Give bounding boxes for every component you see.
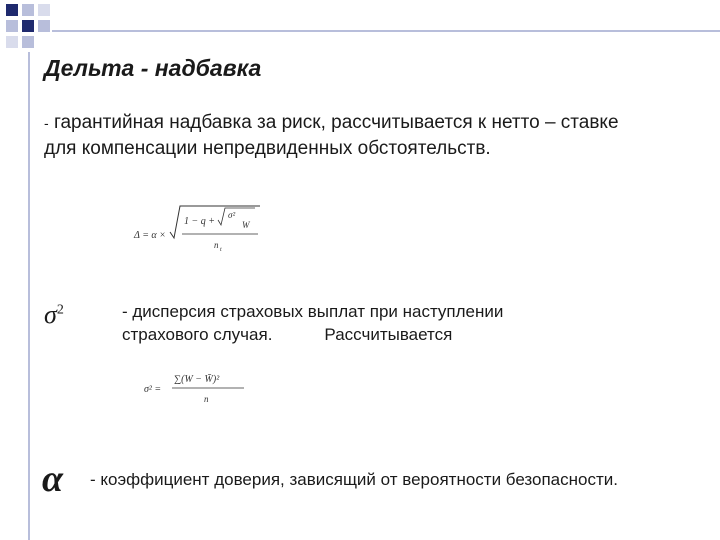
coefficient-description: - коэффициент доверия, зависящий от вероятности безопасности. (90, 470, 618, 489)
dispersion-description (122, 300, 622, 346)
corner-square (6, 20, 18, 32)
top-rule (52, 30, 720, 32)
delta-formula-sigma: σ² (228, 210, 236, 220)
dispersion-line-1: - дисперсия страховых выплат при наступлении (122, 302, 504, 321)
delta-formula (130, 198, 270, 262)
intro-text: гарантийная надбавка за риск, рассчитывается к нетто – ставке для компенсации непредвиденных обстоятельств. (44, 112, 619, 159)
corner-square (38, 4, 50, 16)
intro-dash: - (44, 115, 49, 131)
slide-title: Дельта - надбавка (44, 55, 262, 81)
corner-square (38, 20, 50, 32)
sigma-squared-symbol (44, 300, 64, 330)
intro-paragraph (44, 110, 644, 162)
dispersion-line-2b: Рассчитывается (324, 325, 453, 344)
left-rule (28, 52, 30, 540)
dispersion-line-2 (122, 323, 622, 346)
alpha-symbol: α (42, 458, 64, 500)
delta-formula-w: W (242, 220, 250, 230)
sigma-formula-numerator: ∑(W − W̄)² (174, 374, 220, 385)
delta-formula-inner: 1 − q + (184, 216, 215, 227)
corner-decoration (0, 0, 720, 52)
corner-square (6, 36, 18, 48)
corner-square (6, 4, 18, 16)
corner-square (22, 36, 34, 48)
delta-formula-denominator: n (214, 240, 219, 250)
corner-square (22, 4, 34, 16)
dispersion-line-2a: страхового случая. (122, 325, 273, 344)
delta-formula-denominator-sub: t (220, 247, 222, 253)
sigma-exponent: 2 (56, 302, 64, 318)
sigma-formula-lhs: σ² = (144, 384, 162, 395)
sigma-symbol: σ (44, 300, 57, 329)
corner-square (22, 20, 34, 32)
delta-formula-lhs: Δ = α × (134, 230, 166, 241)
sigma-formula-denominator: n (204, 394, 209, 404)
sigma-formula (140, 368, 260, 412)
